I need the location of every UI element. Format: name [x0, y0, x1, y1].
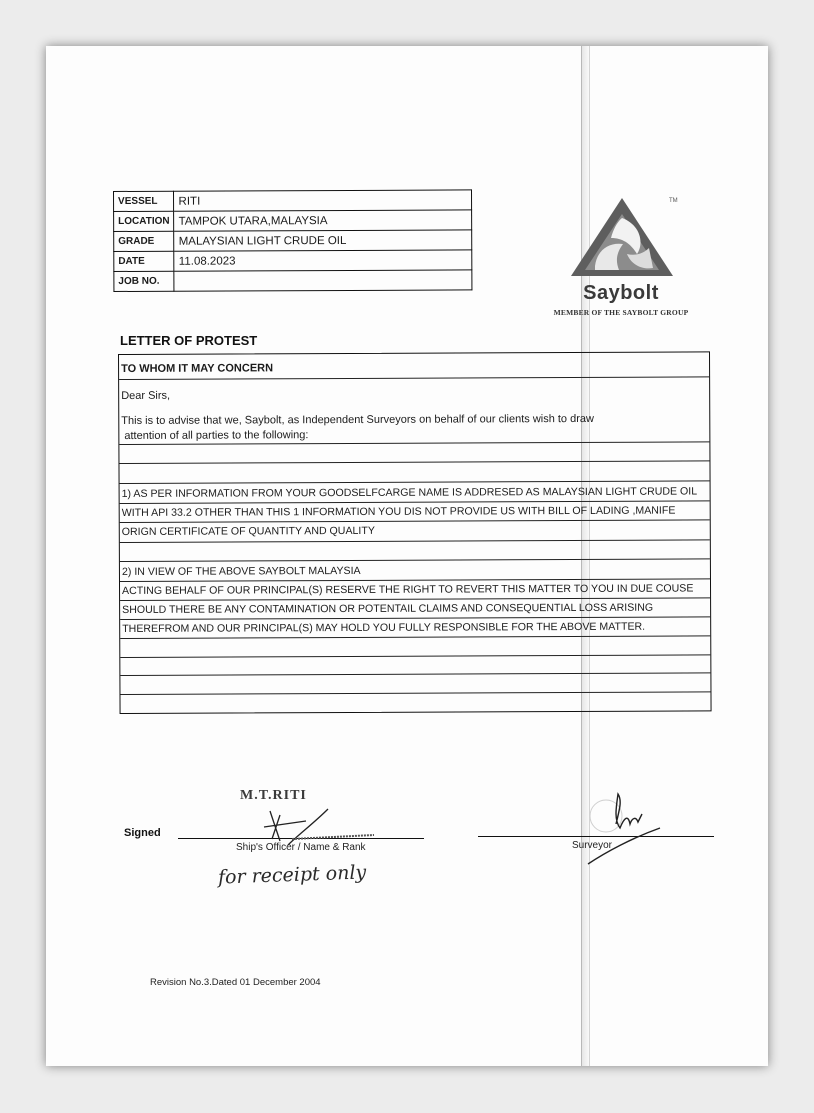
ruled-line: [120, 654, 710, 658]
ruled-line: [120, 519, 710, 523]
table-row: [114, 270, 472, 292]
revision-footer: Revision No.3.Dated 01 December 2004: [150, 977, 321, 988]
intro-line-1: This is to advise that we, Saybolt, as Independent Surveyors on behalf of our clients wish to draw: [121, 412, 594, 427]
surveyor-caption: Surveyor: [572, 840, 613, 851]
ruled-line: [120, 500, 710, 504]
date-value: 11.08.2023: [174, 250, 472, 271]
table-row: [114, 190, 472, 212]
ruled-line: [120, 539, 710, 543]
ruled-line: [120, 672, 710, 676]
ruled-line: [120, 578, 710, 582]
table-row: [114, 210, 472, 232]
ship-officer-caption: Ship's Officer / Name & Rank: [236, 842, 366, 853]
point-1-line-2: WITH API 33.2 OTHER THAN THIS 1 INFORMATION YOU DIS NOT PROVIDE US WITH BILL OF LADING ,MANIFE: [121, 504, 676, 519]
letter-body-box: [118, 351, 712, 714]
ruled-line: [120, 616, 710, 620]
logo-brand-name: Saybolt: [583, 282, 659, 304]
salutation: Dear Sirs,: [121, 389, 171, 402]
ruled-line: [120, 635, 710, 639]
ruled-line: [120, 597, 710, 601]
ruled-line: [119, 460, 709, 464]
signed-label: Signed: [124, 827, 161, 839]
ruled-line: [120, 480, 710, 484]
location-value: TAMPOK UTARA,MALAYSIA: [174, 210, 472, 231]
vessel-label: VESSEL: [114, 191, 175, 211]
table-row: [114, 230, 472, 252]
ruled-line: [120, 691, 710, 695]
surveyor-signature: [576, 788, 666, 868]
vessel-info-table: [113, 189, 472, 292]
vessel-stamp: M.T.RITI: [240, 788, 307, 803]
job-no-label: JOB NO.: [114, 271, 175, 291]
point-2-line-2: ACTING BEHALF OF OUR PRINCIPAL(S) RESERVE THE RIGHT TO REVERT THIS MATTER TO YOU IN DUE COUSE: [122, 582, 694, 597]
ruled-line: [120, 558, 710, 562]
vessel-value: RITI: [174, 190, 472, 211]
point-1-line-1: 1) AS PER INFORMATION FROM YOUR GOODSELFCARGE NAME IS ADDRESED AS MALAYSIAN LIGHT CRUDE OIL: [121, 485, 698, 500]
ship-officer-signature: [258, 801, 378, 851]
location-label: LOCATION: [114, 211, 175, 231]
addressee: TO WHOM IT MAY CONCERN: [121, 362, 274, 375]
ruled-line: [119, 376, 709, 380]
grade-label: GRADE: [114, 231, 175, 251]
table-row: [114, 250, 472, 272]
point-1-line-3: ORIGN CERTIFICATE OF QUANTITY AND QUALITY: [121, 524, 375, 538]
letter-title: LETTER OF PROTEST: [120, 333, 258, 348]
point-2-line-4: THEREFROM AND OUR PRINCIPAL(S) MAY HOLD YOU FULLY RESPONSIBLE FOR THE ABOVE MATTER.: [122, 620, 646, 635]
point-2-line-1: 2) IN VIEW OF THE ABOVE SAYBOLT MALAYSIA: [121, 564, 361, 578]
ruled-line: [119, 441, 709, 445]
point-2-line-3: SHOULD THERE BE ANY CONTAMINATION OR POTENTAIL CLAIMS AND CONSEQUENTIAL LOSS ARISING: [122, 601, 654, 616]
document-page: [46, 46, 768, 1066]
saybolt-logo: [551, 194, 691, 324]
job-no-value: [174, 270, 472, 291]
intro-line-2: attention of all parties to the following:: [124, 429, 309, 442]
logo-tagline: MEMBER OF THE SAYBOLT GROUP: [553, 308, 689, 317]
saybolt-triangle-icon: [567, 194, 677, 280]
grade-value: MALAYSIAN LIGHT CRUDE OIL: [174, 230, 472, 251]
handwritten-note: for receipt only: [217, 861, 367, 889]
trademark-mark: TM: [669, 198, 678, 204]
date-label: DATE: [114, 251, 175, 271]
